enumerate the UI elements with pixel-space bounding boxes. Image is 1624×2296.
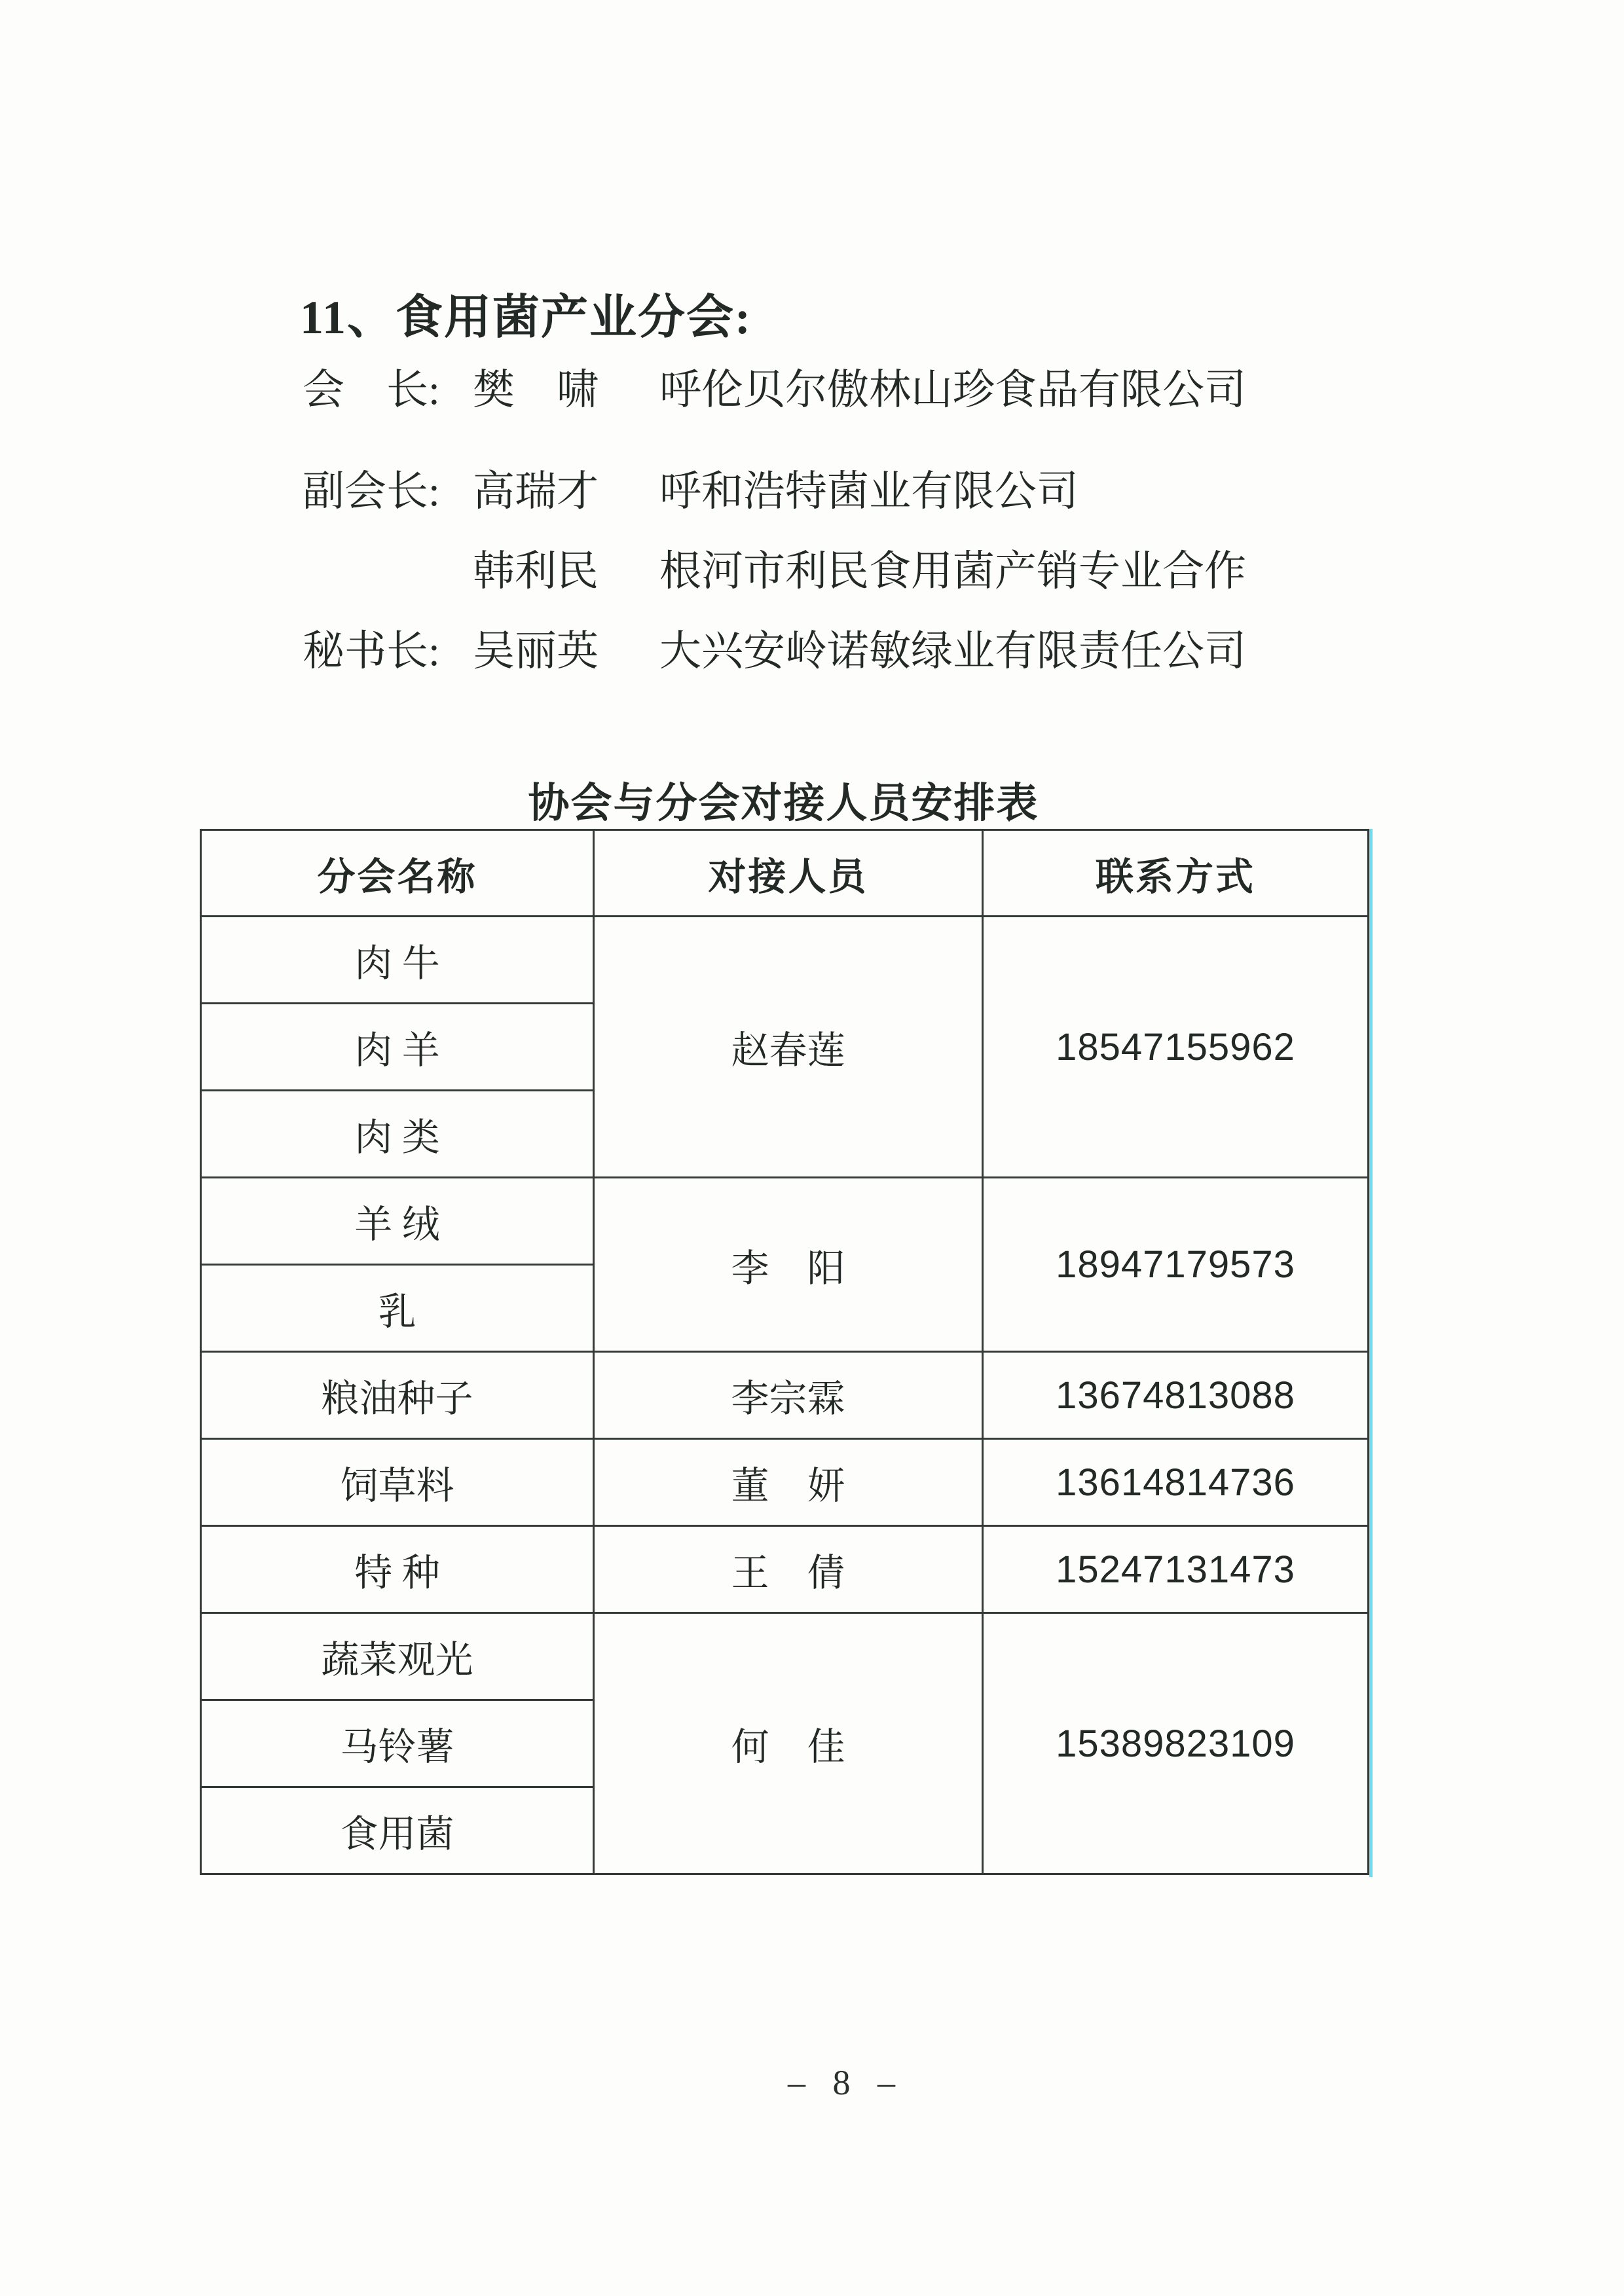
phone-cell: 18947179573 — [983, 1178, 1369, 1352]
branch-cell: 乳 — [201, 1265, 594, 1352]
contact-cell: 董 妍 — [594, 1439, 983, 1526]
branch-cell: 肉 类 — [201, 1091, 594, 1178]
role-line-vice-president — [303, 468, 1079, 515]
header-cell-branch: 分会名称 — [201, 830, 594, 917]
branch-cell: 羊 绒 — [201, 1178, 594, 1265]
role-name: 樊 啸 — [473, 367, 599, 413]
page-number: – 8 – — [788, 2063, 895, 2102]
branch-cell: 饲草料 — [201, 1439, 594, 1526]
branch-cell: 肉 羊 — [201, 1004, 594, 1091]
table-row — [201, 1178, 1369, 1265]
header-cell-phone: 联系方式 — [983, 830, 1369, 917]
role-organization: 大兴安岭诺敏绿业有限责任公司 — [659, 628, 1246, 674]
table-title: 协会与分会对接人员安排表 — [528, 780, 1039, 826]
role-name: 吴丽英 — [473, 628, 599, 674]
section-heading: 11、食用菌产业分会: — [300, 291, 752, 344]
role-organization: 根河市利民食用菌产销专业合作 — [659, 548, 1246, 594]
phone-cell: 15247131473 — [983, 1526, 1369, 1613]
table-row — [201, 1439, 1369, 1526]
scan-artifact-line — [1369, 829, 1373, 1877]
phone-cell: 18547155962 — [983, 917, 1369, 1178]
liaison-table — [200, 829, 1369, 1875]
role-title: 副会长: — [303, 468, 440, 515]
role-line-vice-president-2 — [303, 548, 1246, 595]
branch-cell: 特 种 — [201, 1526, 594, 1613]
role-name: 高瑞才 — [473, 468, 599, 515]
table-row — [201, 1613, 1369, 1700]
role-line-president — [303, 367, 1246, 414]
role-title: 会 长: — [303, 367, 440, 413]
header-cell-contact: 对接人员 — [594, 830, 983, 917]
contact-cell: 王 倩 — [594, 1526, 983, 1613]
role-organization: 呼伦贝尔傲林山珍食品有限公司 — [659, 367, 1246, 413]
branch-cell: 蔬菜观光 — [201, 1613, 594, 1700]
role-title: 秘书长: — [303, 628, 440, 674]
table-row — [201, 1352, 1369, 1439]
role-organization: 呼和浩特菌业有限公司 — [659, 468, 1079, 515]
contact-cell: 赵春莲 — [594, 917, 983, 1178]
contact-cell: 李宗霖 — [594, 1352, 983, 1439]
branch-cell: 肉 牛 — [201, 917, 594, 1004]
table-row — [201, 1526, 1369, 1613]
branch-cell: 粮油种子 — [201, 1352, 594, 1439]
phone-cell: 15389823109 — [983, 1613, 1369, 1874]
branch-cell: 食用菌 — [201, 1787, 594, 1874]
role-name: 韩利民 — [473, 548, 599, 594]
contact-cell: 何 佳 — [594, 1613, 983, 1874]
role-line-secretary-general — [303, 628, 1246, 675]
table-header-row — [201, 830, 1369, 917]
table-row — [201, 917, 1369, 1004]
branch-cell: 马铃薯 — [201, 1700, 594, 1787]
contact-cell: 李 阳 — [594, 1178, 983, 1352]
phone-cell: 13674813088 — [983, 1352, 1369, 1439]
phone-cell: 13614814736 — [983, 1439, 1369, 1526]
